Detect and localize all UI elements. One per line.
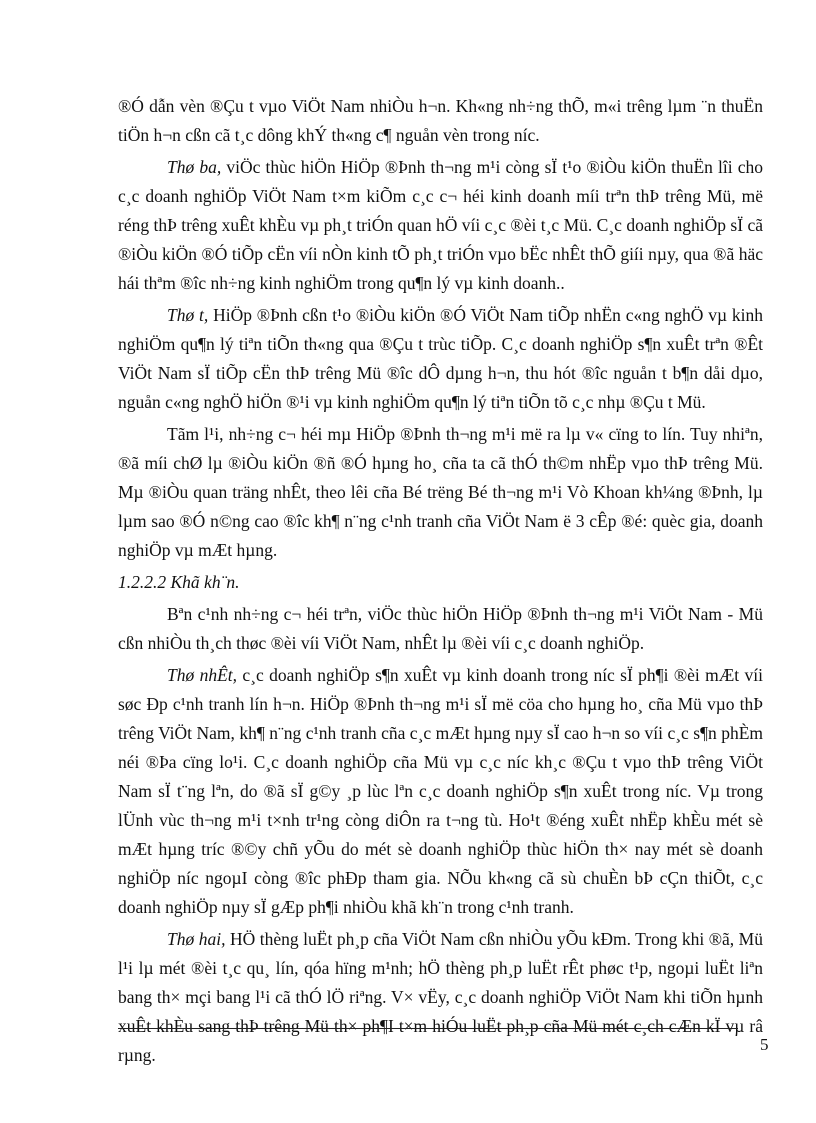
paragraph-4: Tãm l¹i, nh÷ng c¬ héi mµ HiÖp ®Þnh th¬ng m¹i më ra lµ v« cïng to lín. Tuy nhiªn, ®ã míi chØ lµ ®iÒu kiÖn ®ñ ®Ó hµng ho¸ cña ta cã thÓ th©m nhËp vµo thÞ trêng Mü. Mµ ®iÒu quan träng nhÊt, theo lêi cña Bé trëng Bé th¬ng m¹i Vò Khoan kh¼ng ®Þnh, lµ lµm sao ®Ó n©ng cao ®îc kh¶ n¨ng c¹nh tranh cña ViÖt Nam ë 3 cÊp ®é: quèc gia, doanh nghiÖp vµ mÆt hµng. [118, 424, 763, 560]
paragraph-1: ®Ó dẫn vèn ®Çu t vµo ViÖt Nam nhiÒu h¬n. Kh«ng nh÷ng thÕ, m«i trêng lµm ¨n thuËn tiÖn h¬n cßn cã t¸c dông khÝ th«ng c¶ nguån vèn trong níc. [118, 96, 763, 145]
paragraph-2: Thø ba, viÖc thùc hiÖn HiÖp ®Þnh th¬ng m¹i còng sÏ t¹o ®iÒu kiÖn thuËn lîi cho c¸c doanh nghiÖp ViÖt Nam t×m kiÕm c¸c c¬ héi kinh doanh míi trªn thÞ trêng Mü, më réng thÞ trêng xuÊt khÈu vµ ph¸t triÓn quan hÖ víi c¸c ®èi t¸c Mü. C¸c doanh nghiÖp sÏ cã ®iÒu kiÖn ®Ó tiÕp cËn víi nÒn kinh tÕ ph¸t triÓn vµo bËc nhÊt thÕ giíi nµy, qua ®ã häc hái thªm ®îc nh÷ng kinh nghiÖm trong qu¶n lý vµ kinh doanh.. [118, 157, 764, 293]
footer-divider [118, 1028, 738, 1029]
section-heading: 1.2.2.2 Khã kh¨n. [118, 572, 240, 592]
paragraph-6: Thø nhÊt, c¸c doanh nghiÖp s¶n xuÊt vµ kinh doanh trong níc sÏ ph¶i ®èi mÆt víi søc Ðp c¹nh tranh lín h¬n. HiÖp ®Þnh th¬ng m¹i sÏ më cöa cho hµng ho¸ cña Mü vµo thÞ trêng ViÖt Nam, kh¶ n¨ng c¹nh tranh cña c¸c mÆt hµng nµy sÏ cao h¬n so víi c¸c s¶n phÈm néi ®Þa cïng lo¹i. C¸c doanh nghiÖp cña Mü vµ c¸c níc kh¸c ®Çu t vµo thÞ trêng ViÖt Nam sÏ t¨ng lªn, do ®ã sÏ g©y ¸p lùc lªn c¸c doanh nghiÖp s¶n xuÊt trong níc. Vµ trong lÜnh vùc th¬ng m¹i t×nh tr¹ng còng diÔn ra t¬ng tù. Ho¹t ®éng xuÊt nhËp khÈu mét sè mÆt hµng tríc ®©y chñ yÕu do mét sè doanh nghiÖp thùc hiÖn th× nay mét sè doanh nghiÖp níc ngoµI còng ®îc phÐp tham gia. NÕu kh«ng cã sù chuÈn bÞ cÇn thiÕt, c¸c doanh nghiÖp nµy sÏ gÆp ph¶i nhiÒu khã kh¨n trong c¹nh tranh. [118, 665, 763, 917]
paragraph-5: Bªn c¹nh nh÷ng c¬ héi trªn, viÖc thùc hiÖn HiÖp ®Þnh th¬ng m¹i ViÖt Nam - Mü cßn nhiÒu th¸ch thøc ®èi víi ViÖt Nam, nhÊt lµ ®èi víi c¸c doanh nghiÖp. [118, 604, 763, 653]
paragraph-3: Thø t, HiÖp ®Þnh cßn t¹o ®iÒu kiÖn ®Ó ViÖt Nam tiÕp nhËn c«ng nghÖ vµ kinh nghiÖm qu¶n lý tiªn tiÕn th«ng qua ®Çu t trùc tiÕp. C¸c doanh nghiÖp s¶n xuÊt trªn ®Êt ViÖt Nam sÏ tiÕp cËn thÞ trêng Mü ®îc dÔ dµng h¬n, thu hót ®îc nguån t b¶n dåi dµo, nguån c«ng nghÖ hiÖn ®¹i vµ kinh nghiÖm qu¶n lý tiªn tiÕn tõ c¸c nhµ ®Çu t Mü. [118, 305, 763, 412]
paragraph-7: Thø hai, HÖ thèng luËt ph¸p cña ViÖt Nam cßn nhiÒu yÕu kÐm. Trong khi ®ã, Mü l¹i lµ mét ®èi t¸c qu¸ lín, qóa hïng m¹nh; hÖ thèng ph¸p luËt rÊt phøc t¹p, ngoµi luËt liªn bang th× mçi bang l¹i cã thÓ lÖ riªng. V× vËy, c¸c doanh nghiÖp ViÖt Nam khi tiÕn hµnh xuÊt khÈu sang thÞ trêng Mü th× ph¶I t×m hiÓu luËt ph¸p cña Mü mét c¸ch cÆn kÏ vµ râ rµng. [118, 929, 763, 1065]
document-body [118, 92, 763, 1073]
page-number: 5 [760, 1035, 769, 1054]
